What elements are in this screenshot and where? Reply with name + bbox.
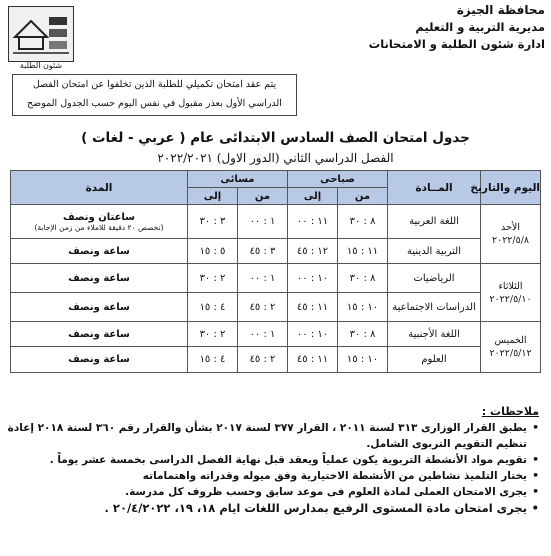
subject-cell: اللغة الأجنبية — [388, 322, 481, 347]
note-item: • يجرى الامتحان العملى لمادة العلوم فى موعد سابق وحسب ظروف كل مدرسة. — [7, 484, 527, 500]
table-row — [11, 239, 541, 264]
table-row — [11, 322, 541, 347]
morning-to-cell: ١١ : ٤٥ — [288, 293, 338, 322]
evening-from-cell: ٢ : ٤٥ — [238, 347, 288, 373]
morning-to-cell: ١٢ : ٤٥ — [288, 239, 338, 264]
table-row — [11, 293, 541, 322]
duration-cell: ساعة ونصف — [11, 239, 188, 264]
day-date: ٢٠٢٢/٥/٨ — [492, 235, 530, 246]
evening-from-cell: ٣ : ٤٥ — [238, 239, 288, 264]
evening-to-cell: ٣ : ٣٠ — [188, 205, 238, 239]
note-item: • يطبق القرار الوزارى ٣١٣ لسنة ٢٠١١ ، القرار ٣٧٧ لسنة ٢٠١٧ بشأن والقرار رقم ٣٦٠ لسنة ٢٠١٨ إعادة تنظيم التقويم التربوى الشامل. — [7, 420, 527, 452]
morning-from-cell: ٨ : ٣٠ — [338, 264, 388, 293]
logo-icon — [9, 7, 73, 61]
table-row — [11, 264, 541, 293]
morning-to-cell: ١٠ : ٠٠ — [288, 322, 338, 347]
morning-from-cell: ١١ : ١٥ — [338, 239, 388, 264]
header-department: ادارة شئون الطلبة و الامتحانات — [368, 37, 545, 51]
header-day-date: اليوم والتاريخ — [481, 171, 541, 205]
morning-from-cell: ١٠ : ١٥ — [338, 347, 388, 373]
day-name: الخميس — [494, 335, 527, 346]
day-name: الأحد — [501, 222, 520, 233]
subject-cell: العلوم — [388, 347, 481, 373]
duration-cell: ساعة ونصف — [11, 322, 188, 347]
duration-text: ساعتان ونصف — [62, 211, 135, 223]
day-name: الثلاثاء — [498, 280, 523, 292]
notice-line-1: يتم عقد امتحان تكميلي للطلبة الذين تخلفوا عن امتحان الفصل — [32, 79, 277, 90]
evening-from-cell: ١ : ٠٠ — [238, 205, 288, 239]
evening-to-cell: ٢ : ٣٠ — [188, 322, 238, 347]
duration-cell: ساعة ونصف — [11, 347, 188, 373]
header-morning: صباحى — [288, 171, 388, 188]
duration-cell: ساعة ونصف — [11, 264, 188, 293]
day-date: ٢٠٢٢/٥/١٠ — [489, 293, 532, 305]
day-cell — [481, 322, 541, 373]
dictation-note: (تخصص ٢٠ دقيقة للاملاء من زمن الإجابة) — [34, 222, 164, 232]
morning-from-cell: ٨ : ٣٠ — [338, 322, 388, 347]
subject-cell: الدراسات الاجتماعية — [388, 293, 481, 322]
evening-from-cell: ١ : ٠٠ — [238, 322, 288, 347]
morning-to-cell: ١١ : ٠٠ — [288, 205, 338, 239]
exam-schedule-table — [10, 170, 541, 373]
notes-title: ملاحظات : — [481, 405, 539, 418]
evening-to-cell: ٢ : ٣٠ — [188, 264, 238, 293]
table-row — [11, 347, 541, 373]
department-logo — [8, 6, 74, 62]
header-evening-to: إلى — [188, 188, 238, 205]
morning-from-cell: ١٠ : ١٥ — [338, 293, 388, 322]
logo-caption: شئون الطلبة — [19, 61, 63, 70]
day-date: ٢٠٢٢/٥/١٢ — [489, 348, 532, 359]
header-morning-from: من — [338, 188, 388, 205]
evening-to-cell: ٥ : ١٥ — [188, 239, 238, 264]
makeup-exam-notice — [12, 74, 297, 116]
note-item: • يجرى امتحان مادة المستوى الرفيع بمدارس اللغات ايام ١٨، ١٩، ٢٠/٤/٢٠٢٢ . — [7, 500, 527, 516]
day-cell — [481, 205, 541, 264]
morning-to-cell: ١٠ : ٠٠ — [288, 264, 338, 293]
subject-cell: التربية الدينية — [388, 239, 481, 264]
notes-list — [7, 420, 541, 516]
header-morning-to: إلى — [288, 188, 338, 205]
morning-to-cell: ١١ : ٤٥ — [288, 347, 338, 373]
notice-line-2: الدراسي الأول بعذر مقبول في نفس اليوم حسب الجدول الموضح — [27, 98, 282, 109]
evening-to-cell: ٤ : ١٥ — [188, 293, 238, 322]
header-evening-from: من — [238, 188, 288, 205]
subject-cell: اللغة العربية — [388, 205, 481, 239]
duration-cell: ساعة ونصف — [11, 293, 188, 322]
header-evening: مسائى — [188, 171, 288, 188]
header-duration: المدة — [11, 171, 188, 205]
day-cell — [481, 264, 541, 322]
subject-cell: الرياضيات — [388, 264, 481, 293]
header-governorate: محافظة الجيزة — [456, 3, 545, 17]
note-item: • تقويم مواد الأنشطة التربوية يكون عملياً ويعقد قبل نهاية الفصل الدراسى بخمسة عشر يوماً . — [7, 452, 527, 468]
duration-cell — [11, 205, 188, 239]
page-subtitle: الفصل الدراسي الثاني (الدور الاول) ٢٠٢٢/٢٠٢١ — [157, 151, 394, 165]
header — [369, 2, 545, 53]
header-subject: المــادة — [388, 171, 481, 205]
evening-from-cell: ١ : ٠٠ — [238, 264, 288, 293]
note-item: • يختار التلميذ نشاطين من الأنشطة الاختيارية وفق ميوله وقدراته واهتماماته — [7, 468, 527, 484]
header-directorate: مديرية التربية و التعليم — [415, 20, 545, 34]
evening-to-cell: ٤ : ١٥ — [188, 347, 238, 373]
table-row — [11, 205, 541, 239]
page-title: جدول امتحان الصف السادس الابتدائى عام ( عربي - لغات ) — [81, 130, 470, 146]
evening-from-cell: ٢ : ٤٥ — [238, 293, 288, 322]
morning-from-cell: ٨ : ٣٠ — [338, 205, 388, 239]
